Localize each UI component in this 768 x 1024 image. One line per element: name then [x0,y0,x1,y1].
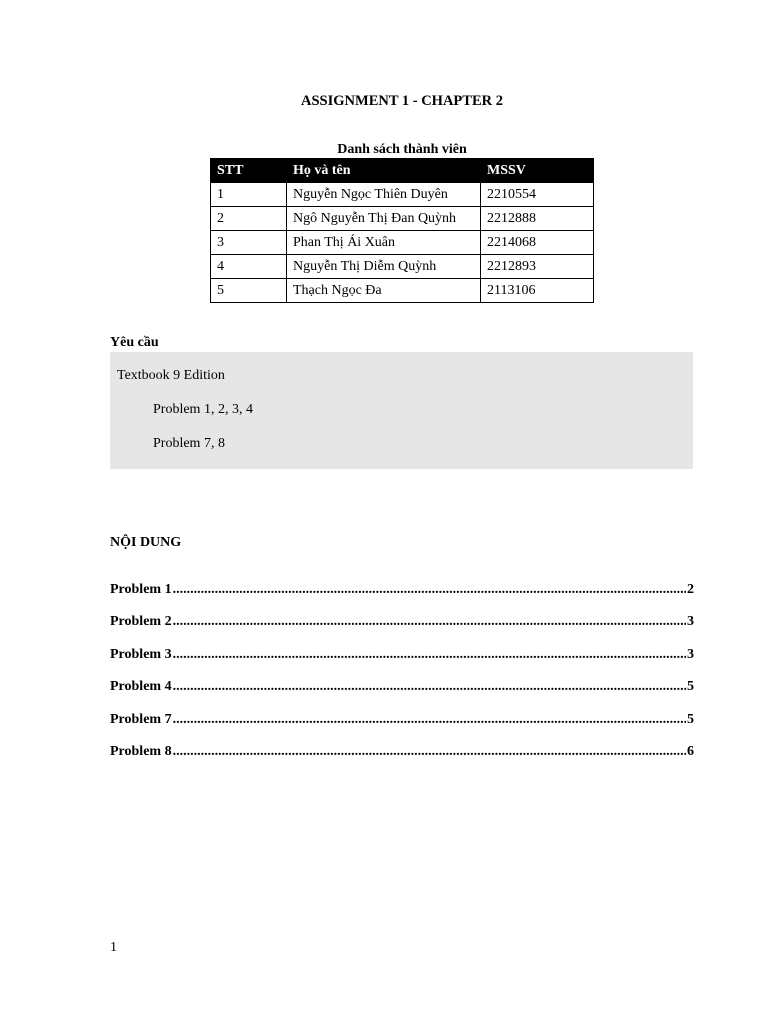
cell-name: Ngô Nguyễn Thị Đan Quỳnh [287,207,481,231]
cell-stt: 3 [211,231,287,255]
requirements-heading: Yêu cầu [110,335,159,350]
toc-entry[interactable] [110,679,694,711]
toc-dot-leader [173,712,686,728]
cell-stt: 1 [211,183,287,207]
toc-entry-label: Problem 3 [110,646,172,662]
toc-entry-label: Problem 2 [110,614,172,630]
toc-entry-page: 3 [687,614,694,630]
toc-dot-leader [173,744,686,760]
cell-mssv: 2212893 [481,255,594,279]
toc-entry-label: Problem 7 [110,711,172,727]
members-table-header-row [211,159,594,183]
toc-entry-page: 5 [687,679,694,695]
cell-mssv: 2113106 [481,279,594,303]
table-row [211,255,594,279]
toc-dot-leader [173,582,686,598]
cell-stt: 2 [211,207,287,231]
table-row [211,231,594,255]
toc-entry-label: Problem 4 [110,679,172,695]
toc-entry[interactable] [110,582,694,614]
cell-mssv: 2210554 [481,183,594,207]
document-title: ASSIGNMENT 1 - CHAPTER 2 [301,93,503,109]
members-table-caption: Danh sách thành viên [337,142,467,157]
toc-entry[interactable] [110,744,694,776]
header-mssv: MSSV [481,159,594,183]
toc-entry[interactable] [110,647,694,679]
table-of-contents [110,582,694,776]
toc-entry-page: 2 [687,582,694,597]
cell-mssv: 2212888 [481,207,594,231]
contents-heading: NỘI DUNG [110,535,182,550]
cell-stt: 4 [211,255,287,279]
toc-entry-page: 3 [687,646,694,662]
members-table [210,158,594,303]
cell-name: Thạch Ngọc Đa [287,279,481,303]
requirements-box [110,352,693,469]
cell-name: Phan Thị Ái Xuân [287,231,481,255]
cell-name: Nguyễn Thị Diễm Quỳnh [287,255,481,279]
requirements-line-textbook: Textbook 9 Edition [117,368,225,383]
toc-dot-leader [173,614,686,630]
toc-entry-page: 6 [687,743,694,759]
cell-stt: 5 [211,279,287,303]
header-name: Họ và tên [287,159,481,183]
toc-entry[interactable] [110,712,694,744]
cell-mssv: 2214068 [481,231,594,255]
toc-entry-label: Problem 1 [110,582,172,597]
toc-entry[interactable] [110,614,694,646]
table-row [211,183,594,207]
requirements-line-problems-a: Problem 1, 2, 3, 4 [153,402,253,417]
toc-entry-page: 5 [687,711,694,727]
table-row [211,279,594,303]
header-stt: STT [211,159,287,183]
requirements-line-problems-b: Problem 7, 8 [153,436,225,451]
toc-dot-leader [173,679,686,695]
toc-entry-label: Problem 8 [110,743,172,759]
page-number: 1 [110,940,117,955]
cell-name: Nguyễn Ngọc Thiên Duyên [287,183,481,207]
toc-dot-leader [173,647,686,663]
table-row [211,207,594,231]
